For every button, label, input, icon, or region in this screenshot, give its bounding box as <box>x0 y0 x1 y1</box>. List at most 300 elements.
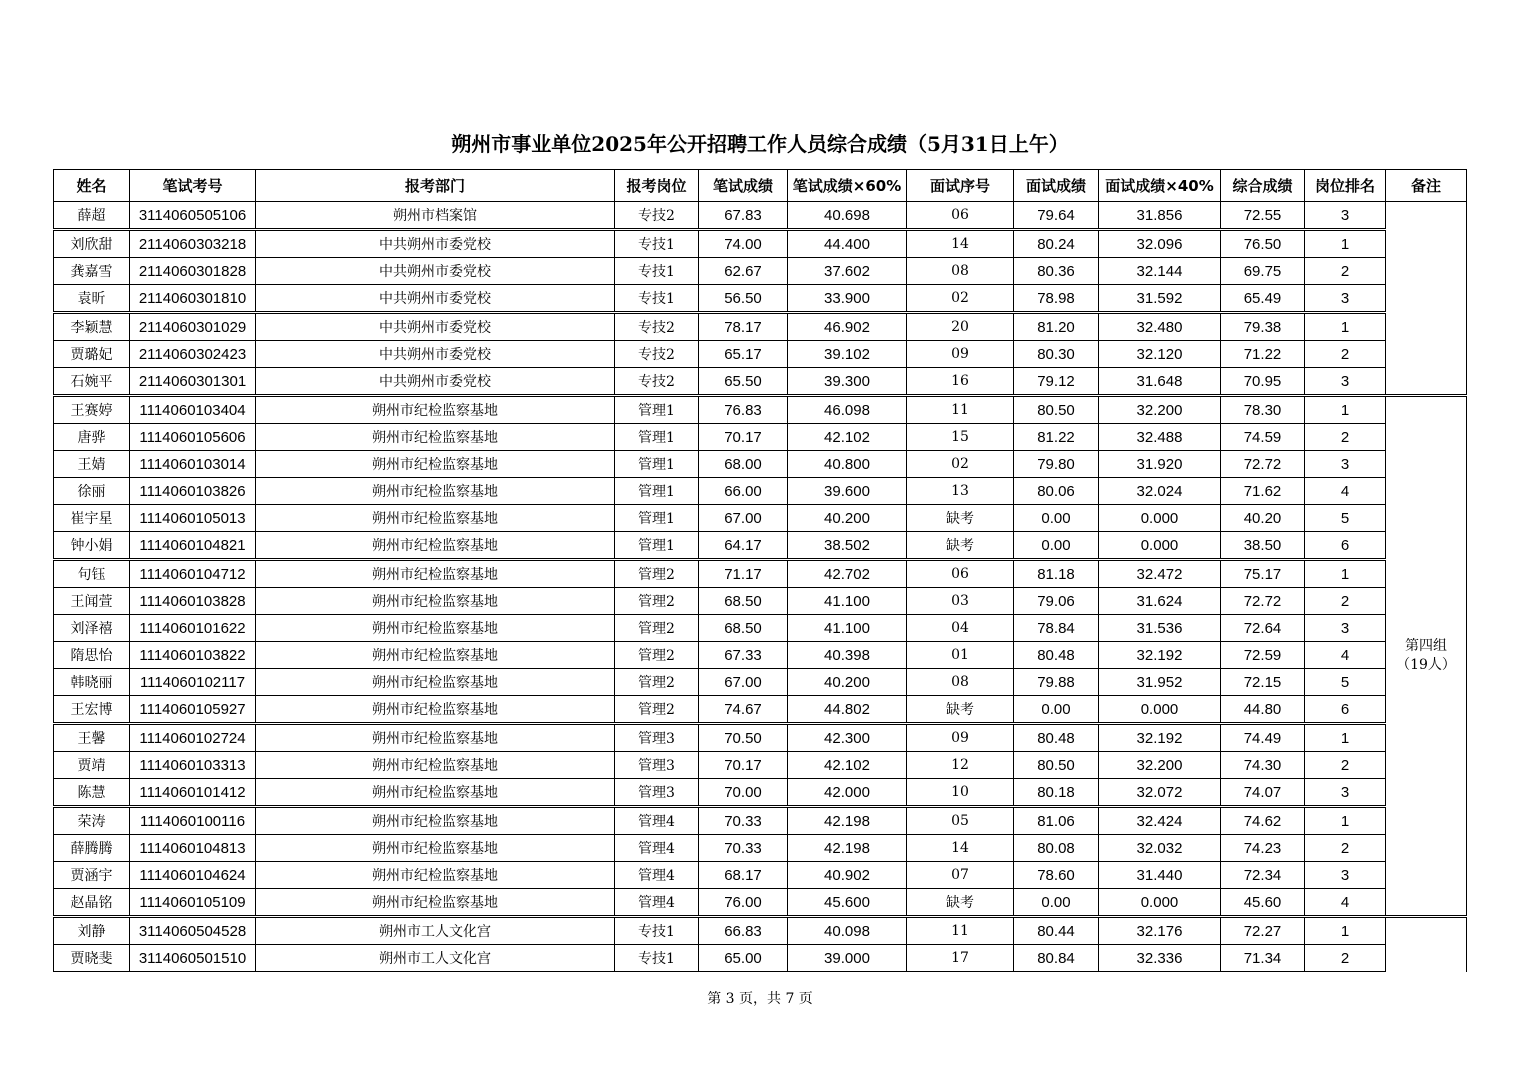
cell-remarks: 第四组 （19人） <box>1386 396 1467 917</box>
cell-rank: 5 <box>1305 505 1386 532</box>
cell-written-60: 45.600 <box>788 889 907 917</box>
cell-department: 朔州市纪检监察基地 <box>256 889 615 917</box>
cell-interview-score: 80.44 <box>1014 917 1099 945</box>
cell-exam-id: 1114060105013 <box>130 505 256 532</box>
cell-written-score: 68.17 <box>699 862 788 889</box>
cell-total-score: 72.72 <box>1221 451 1305 478</box>
cell-interview-40: 31.440 <box>1099 862 1221 889</box>
cell-interview-40: 32.176 <box>1099 917 1221 945</box>
cell-written-60: 42.300 <box>788 724 907 752</box>
cell-interview-40: 32.096 <box>1099 230 1221 258</box>
cell-interview-40: 32.336 <box>1099 945 1221 972</box>
cell-written-60: 42.702 <box>788 560 907 588</box>
cell-department: 朔州市工人文化宫 <box>256 917 615 945</box>
cell-name: 龚嘉雪 <box>54 258 130 285</box>
cell-name: 唐骅 <box>54 424 130 451</box>
cell-written-60: 39.102 <box>788 341 907 368</box>
cell-interview-40: 32.192 <box>1099 724 1221 752</box>
cell-interview-order: 12 <box>907 752 1014 779</box>
table-row <box>54 478 1467 505</box>
cell-interview-score: 78.84 <box>1014 615 1099 642</box>
cell-written-60: 42.000 <box>788 779 907 807</box>
cell-written-60: 46.902 <box>788 313 907 341</box>
cell-interview-order: 17 <box>907 945 1014 972</box>
cell-rank: 5 <box>1305 669 1386 696</box>
cell-interview-40: 32.200 <box>1099 396 1221 424</box>
header-rank: 岗位排名 <box>1305 170 1386 202</box>
cell-rank: 2 <box>1305 424 1386 451</box>
cell-interview-order: 缺考 <box>907 532 1014 560</box>
score-table <box>53 169 1467 972</box>
cell-written-score: 68.00 <box>699 451 788 478</box>
cell-interview-score: 80.06 <box>1014 478 1099 505</box>
cell-name: 石婉平 <box>54 368 130 396</box>
cell-department: 朔州市纪检监察基地 <box>256 807 615 835</box>
cell-name: 王赛婷 <box>54 396 130 424</box>
cell-written-60: 41.100 <box>788 615 907 642</box>
cell-rank: 3 <box>1305 368 1386 396</box>
cell-interview-score: 80.84 <box>1014 945 1099 972</box>
cell-written-60: 42.102 <box>788 752 907 779</box>
cell-interview-order: 06 <box>907 202 1014 230</box>
cell-position: 管理3 <box>615 724 699 752</box>
cell-interview-order: 03 <box>907 588 1014 615</box>
cell-name: 袁昕 <box>54 285 130 313</box>
cell-interview-score: 81.18 <box>1014 560 1099 588</box>
cell-written-score: 67.00 <box>699 505 788 532</box>
cell-rank: 4 <box>1305 642 1386 669</box>
cell-department: 朔州市纪检监察基地 <box>256 396 615 424</box>
cell-interview-order: 04 <box>907 615 1014 642</box>
cell-remarks <box>1386 202 1467 396</box>
cell-department: 朔州市纪检监察基地 <box>256 724 615 752</box>
cell-interview-score: 81.20 <box>1014 313 1099 341</box>
cell-written-score: 67.00 <box>699 669 788 696</box>
page-title: 朔州市事业单位2025年公开招聘工作人员综合成绩（5月31日上午） <box>451 132 1069 156</box>
cell-written-score: 66.00 <box>699 478 788 505</box>
cell-position: 管理4 <box>615 807 699 835</box>
table-row <box>54 202 1467 230</box>
cell-total-score: 71.34 <box>1221 945 1305 972</box>
cell-name: 贾璐妃 <box>54 341 130 368</box>
cell-total-score: 40.20 <box>1221 505 1305 532</box>
cell-interview-score: 79.64 <box>1014 202 1099 230</box>
cell-written-score: 70.33 <box>699 807 788 835</box>
cell-interview-score: 80.48 <box>1014 724 1099 752</box>
cell-interview-score: 80.50 <box>1014 396 1099 424</box>
cell-rank: 1 <box>1305 313 1386 341</box>
cell-rank: 2 <box>1305 588 1386 615</box>
cell-interview-order: 02 <box>907 285 1014 313</box>
cell-total-score: 71.62 <box>1221 478 1305 505</box>
cell-interview-score: 79.88 <box>1014 669 1099 696</box>
cell-total-score: 38.50 <box>1221 532 1305 560</box>
cell-interview-score: 81.06 <box>1014 807 1099 835</box>
cell-name: 徐丽 <box>54 478 130 505</box>
cell-position: 管理4 <box>615 889 699 917</box>
cell-exam-id: 1114060105606 <box>130 424 256 451</box>
cell-total-score: 44.80 <box>1221 696 1305 724</box>
cell-department: 中共朔州市委党校 <box>256 258 615 285</box>
cell-written-score: 71.17 <box>699 560 788 588</box>
table-row <box>54 588 1467 615</box>
cell-name: 隋思怡 <box>54 642 130 669</box>
cell-department: 中共朔州市委党校 <box>256 285 615 313</box>
table-row <box>54 230 1467 258</box>
cell-interview-score: 0.00 <box>1014 696 1099 724</box>
cell-written-60: 39.000 <box>788 945 907 972</box>
cell-name: 薛超 <box>54 202 130 230</box>
cell-name: 句钰 <box>54 560 130 588</box>
cell-exam-id: 2114060302423 <box>130 341 256 368</box>
page-footer: 第 3 页，共 7 页 <box>707 991 813 1007</box>
cell-interview-order: 07 <box>907 862 1014 889</box>
cell-position: 管理1 <box>615 424 699 451</box>
cell-interview-40: 0.000 <box>1099 889 1221 917</box>
cell-written-60: 40.698 <box>788 202 907 230</box>
table-row <box>54 505 1467 532</box>
table-row <box>54 835 1467 862</box>
cell-department: 朔州市纪检监察基地 <box>256 615 615 642</box>
cell-total-score: 74.59 <box>1221 424 1305 451</box>
cell-written-60: 46.098 <box>788 396 907 424</box>
cell-written-score: 66.83 <box>699 917 788 945</box>
table-row <box>54 258 1467 285</box>
cell-written-score: 65.17 <box>699 341 788 368</box>
cell-rank: 2 <box>1305 341 1386 368</box>
cell-position: 管理1 <box>615 451 699 478</box>
cell-name: 贾晓斐 <box>54 945 130 972</box>
header-position: 报考岗位 <box>615 170 699 202</box>
cell-written-score: 70.50 <box>699 724 788 752</box>
cell-interview-40: 32.032 <box>1099 835 1221 862</box>
cell-name: 韩晓丽 <box>54 669 130 696</box>
cell-name: 王宏博 <box>54 696 130 724</box>
cell-total-score: 74.07 <box>1221 779 1305 807</box>
header-remarks: 备注 <box>1386 170 1467 202</box>
table-row <box>54 532 1467 560</box>
cell-total-score: 76.50 <box>1221 230 1305 258</box>
table-row <box>54 807 1467 835</box>
cell-interview-40: 31.624 <box>1099 588 1221 615</box>
table-row <box>54 615 1467 642</box>
cell-written-60: 40.902 <box>788 862 907 889</box>
cell-rank: 4 <box>1305 478 1386 505</box>
cell-exam-id: 3114060501510 <box>130 945 256 972</box>
cell-rank: 3 <box>1305 862 1386 889</box>
cell-interview-order: 14 <box>907 230 1014 258</box>
cell-written-score: 62.67 <box>699 258 788 285</box>
table-row <box>54 285 1467 313</box>
cell-exam-id: 2114060301828 <box>130 258 256 285</box>
cell-rank: 3 <box>1305 779 1386 807</box>
cell-written-score: 76.83 <box>699 396 788 424</box>
cell-total-score: 72.34 <box>1221 862 1305 889</box>
cell-name: 荣涛 <box>54 807 130 835</box>
cell-position: 管理2 <box>615 642 699 669</box>
table-row <box>54 424 1467 451</box>
cell-exam-id: 1114060103404 <box>130 396 256 424</box>
cell-total-score: 69.75 <box>1221 258 1305 285</box>
cell-written-score: 68.50 <box>699 588 788 615</box>
cell-department: 朔州市纪检监察基地 <box>256 478 615 505</box>
cell-rank: 1 <box>1305 560 1386 588</box>
cell-interview-order: 16 <box>907 368 1014 396</box>
cell-written-score: 68.50 <box>699 615 788 642</box>
cell-written-60: 39.300 <box>788 368 907 396</box>
cell-interview-score: 79.80 <box>1014 451 1099 478</box>
cell-name: 刘欣甜 <box>54 230 130 258</box>
cell-interview-order: 缺考 <box>907 889 1014 917</box>
cell-interview-40: 32.424 <box>1099 807 1221 835</box>
cell-total-score: 72.15 <box>1221 669 1305 696</box>
cell-written-60: 42.198 <box>788 807 907 835</box>
cell-exam-id: 1114060103822 <box>130 642 256 669</box>
cell-written-score: 67.33 <box>699 642 788 669</box>
cell-exam-id: 1114060103828 <box>130 588 256 615</box>
cell-exam-id: 1114060103826 <box>130 478 256 505</box>
cell-written-60: 44.802 <box>788 696 907 724</box>
cell-name: 刘泽禧 <box>54 615 130 642</box>
cell-department: 朔州市工人文化宫 <box>256 945 615 972</box>
cell-position: 专技1 <box>615 945 699 972</box>
cell-total-score: 72.64 <box>1221 615 1305 642</box>
cell-interview-40: 32.200 <box>1099 752 1221 779</box>
cell-department: 中共朔州市委党校 <box>256 313 615 341</box>
cell-written-60: 40.200 <box>788 505 907 532</box>
table-row <box>54 862 1467 889</box>
table-row <box>54 396 1467 424</box>
cell-written-60: 40.200 <box>788 669 907 696</box>
cell-interview-order: 09 <box>907 341 1014 368</box>
cell-written-60: 39.600 <box>788 478 907 505</box>
table-body <box>54 202 1467 972</box>
cell-interview-40: 32.072 <box>1099 779 1221 807</box>
cell-interview-40: 32.024 <box>1099 478 1221 505</box>
cell-exam-id: 1114060104624 <box>130 862 256 889</box>
cell-name: 薛腾腾 <box>54 835 130 862</box>
cell-rank: 1 <box>1305 396 1386 424</box>
cell-department: 中共朔州市委党校 <box>256 230 615 258</box>
cell-interview-order: 11 <box>907 917 1014 945</box>
cell-total-score: 75.17 <box>1221 560 1305 588</box>
cell-interview-order: 11 <box>907 396 1014 424</box>
cell-interview-order: 08 <box>907 258 1014 285</box>
cell-written-score: 65.50 <box>699 368 788 396</box>
cell-position: 管理1 <box>615 396 699 424</box>
cell-position: 管理1 <box>615 478 699 505</box>
cell-written-60: 33.900 <box>788 285 907 313</box>
cell-interview-score: 0.00 <box>1014 889 1099 917</box>
cell-exam-id: 1114060101412 <box>130 779 256 807</box>
cell-interview-40: 0.000 <box>1099 505 1221 532</box>
cell-name: 王婧 <box>54 451 130 478</box>
cell-department: 朔州市纪检监察基地 <box>256 835 615 862</box>
cell-written-60: 42.102 <box>788 424 907 451</box>
cell-rank: 6 <box>1305 532 1386 560</box>
cell-department: 朔州市纪检监察基地 <box>256 451 615 478</box>
cell-interview-score: 78.60 <box>1014 862 1099 889</box>
cell-exam-id: 1114060100116 <box>130 807 256 835</box>
cell-position: 管理3 <box>615 779 699 807</box>
header-written-score: 笔试成绩 <box>699 170 788 202</box>
table-row <box>54 368 1467 396</box>
cell-position: 专技1 <box>615 230 699 258</box>
cell-interview-score: 80.50 <box>1014 752 1099 779</box>
cell-written-60: 42.198 <box>788 835 907 862</box>
cell-interview-40: 32.192 <box>1099 642 1221 669</box>
cell-rank: 3 <box>1305 202 1386 230</box>
cell-department: 朔州市纪检监察基地 <box>256 642 615 669</box>
cell-department: 朔州市纪检监察基地 <box>256 532 615 560</box>
cell-position: 专技1 <box>615 917 699 945</box>
cell-interview-order: 缺考 <box>907 505 1014 532</box>
table-row <box>54 341 1467 368</box>
cell-position: 管理2 <box>615 696 699 724</box>
cell-exam-id: 1114060103313 <box>130 752 256 779</box>
cell-written-60: 37.602 <box>788 258 907 285</box>
cell-total-score: 72.27 <box>1221 917 1305 945</box>
cell-name: 贾涵宇 <box>54 862 130 889</box>
cell-position: 专技2 <box>615 341 699 368</box>
cell-rank: 3 <box>1305 451 1386 478</box>
cell-rank: 3 <box>1305 615 1386 642</box>
cell-written-score: 67.83 <box>699 202 788 230</box>
cell-written-60: 44.400 <box>788 230 907 258</box>
cell-total-score: 72.72 <box>1221 588 1305 615</box>
cell-rank: 6 <box>1305 696 1386 724</box>
cell-position: 管理2 <box>615 588 699 615</box>
cell-rank: 2 <box>1305 258 1386 285</box>
cell-total-score: 71.22 <box>1221 341 1305 368</box>
table-row <box>54 642 1467 669</box>
cell-exam-id: 1114060101622 <box>130 615 256 642</box>
table-row <box>54 889 1467 917</box>
table-header-row <box>54 170 1467 202</box>
header-written-60: 笔试成绩×60% <box>788 170 907 202</box>
cell-written-score: 65.00 <box>699 945 788 972</box>
cell-position: 管理3 <box>615 752 699 779</box>
cell-interview-40: 32.120 <box>1099 341 1221 368</box>
cell-interview-score: 81.22 <box>1014 424 1099 451</box>
cell-exam-id: 1114060104821 <box>130 532 256 560</box>
cell-interview-order: 06 <box>907 560 1014 588</box>
cell-interview-40: 31.648 <box>1099 368 1221 396</box>
cell-department: 朔州市纪检监察基地 <box>256 752 615 779</box>
cell-interview-40: 32.480 <box>1099 313 1221 341</box>
cell-interview-score: 80.08 <box>1014 835 1099 862</box>
cell-interview-score: 80.48 <box>1014 642 1099 669</box>
table-row <box>54 779 1467 807</box>
cell-rank: 4 <box>1305 889 1386 917</box>
cell-exam-id: 2114060301810 <box>130 285 256 313</box>
cell-name: 崔宇星 <box>54 505 130 532</box>
cell-total-score: 45.60 <box>1221 889 1305 917</box>
table-row <box>54 560 1467 588</box>
cell-total-score: 79.38 <box>1221 313 1305 341</box>
cell-interview-40: 31.856 <box>1099 202 1221 230</box>
cell-written-60: 38.502 <box>788 532 907 560</box>
cell-exam-id: 2114060301029 <box>130 313 256 341</box>
cell-interview-order: 01 <box>907 642 1014 669</box>
cell-rank: 1 <box>1305 230 1386 258</box>
cell-department: 朔州市纪检监察基地 <box>256 424 615 451</box>
cell-position: 管理1 <box>615 532 699 560</box>
cell-position: 专技1 <box>615 285 699 313</box>
header-department: 报考部门 <box>256 170 615 202</box>
cell-written-score: 70.33 <box>699 835 788 862</box>
table-row <box>54 696 1467 724</box>
cell-exam-id: 1114060104813 <box>130 835 256 862</box>
cell-interview-40: 31.536 <box>1099 615 1221 642</box>
cell-rank: 1 <box>1305 917 1386 945</box>
cell-interview-40: 32.472 <box>1099 560 1221 588</box>
cell-interview-order: 02 <box>907 451 1014 478</box>
cell-name: 陈慧 <box>54 779 130 807</box>
cell-exam-id: 1114060104712 <box>130 560 256 588</box>
cell-total-score: 74.49 <box>1221 724 1305 752</box>
header-interview-order: 面试序号 <box>907 170 1014 202</box>
table-row <box>54 669 1467 696</box>
cell-interview-40: 31.920 <box>1099 451 1221 478</box>
header-interview-40: 面试成绩×40% <box>1099 170 1221 202</box>
cell-written-score: 70.17 <box>699 752 788 779</box>
cell-interview-score: 0.00 <box>1014 532 1099 560</box>
cell-written-score: 56.50 <box>699 285 788 313</box>
table-row <box>54 945 1467 972</box>
cell-rank: 1 <box>1305 807 1386 835</box>
cell-rank: 2 <box>1305 752 1386 779</box>
cell-written-score: 74.00 <box>699 230 788 258</box>
cell-interview-40: 32.144 <box>1099 258 1221 285</box>
cell-name: 王闻萱 <box>54 588 130 615</box>
cell-position: 专技1 <box>615 258 699 285</box>
cell-written-60: 40.098 <box>788 917 907 945</box>
cell-exam-id: 3114060504528 <box>130 917 256 945</box>
cell-interview-40: 31.592 <box>1099 285 1221 313</box>
cell-position: 管理2 <box>615 560 699 588</box>
cell-total-score: 65.49 <box>1221 285 1305 313</box>
cell-name: 贾靖 <box>54 752 130 779</box>
cell-interview-40: 31.952 <box>1099 669 1221 696</box>
cell-written-60: 40.398 <box>788 642 907 669</box>
cell-interview-score: 79.06 <box>1014 588 1099 615</box>
cell-department: 朔州市档案馆 <box>256 202 615 230</box>
cell-interview-score: 79.12 <box>1014 368 1099 396</box>
table-row <box>54 313 1467 341</box>
table-row <box>54 451 1467 478</box>
table-row <box>54 752 1467 779</box>
cell-remarks <box>1386 917 1467 972</box>
cell-interview-order: 08 <box>907 669 1014 696</box>
cell-exam-id: 1114060103014 <box>130 451 256 478</box>
cell-written-score: 74.67 <box>699 696 788 724</box>
cell-position: 专技2 <box>615 368 699 396</box>
cell-position: 专技2 <box>615 313 699 341</box>
cell-rank: 2 <box>1305 945 1386 972</box>
cell-rank: 2 <box>1305 835 1386 862</box>
cell-total-score: 74.62 <box>1221 807 1305 835</box>
cell-written-score: 78.17 <box>699 313 788 341</box>
cell-interview-order: 15 <box>907 424 1014 451</box>
table-row <box>54 917 1467 945</box>
cell-written-60: 40.800 <box>788 451 907 478</box>
cell-department: 朔州市纪检监察基地 <box>256 588 615 615</box>
cell-interview-score: 80.30 <box>1014 341 1099 368</box>
cell-department: 中共朔州市委党校 <box>256 341 615 368</box>
cell-exam-id: 2114060303218 <box>130 230 256 258</box>
cell-exam-id: 1114060102724 <box>130 724 256 752</box>
